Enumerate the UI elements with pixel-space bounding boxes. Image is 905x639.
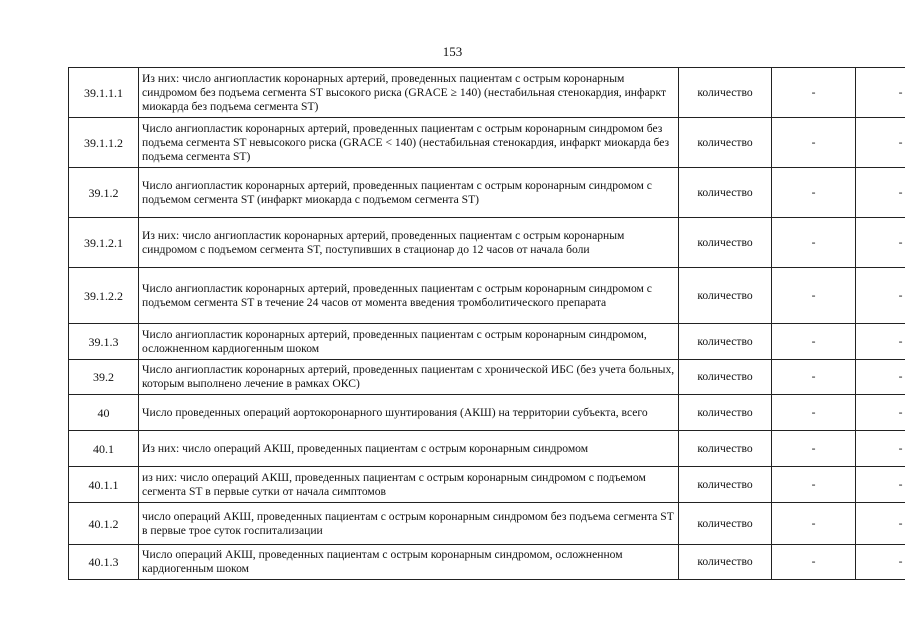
row-value-2: -: [856, 467, 905, 503]
row-description: Число операций АКШ, проведенных пациентам с острым коронарным синдромом, осложненном кардиогенным шоком: [139, 545, 679, 580]
row-value-2: -: [856, 68, 905, 118]
row-unit: количество: [679, 118, 772, 168]
row-number: 40: [69, 395, 139, 431]
row-unit: количество: [679, 168, 772, 218]
indicator-table: [68, 67, 905, 580]
row-description: число операций АКШ, проведенных пациентам с острым коронарным синдромом без подъема сегмента ST в первые трое суток госпитализации: [139, 503, 679, 545]
row-value-1: -: [772, 268, 856, 324]
table-row: [69, 395, 905, 431]
row-value-2: -: [856, 503, 905, 545]
row-number: 40.1.2: [69, 503, 139, 545]
table-row: [69, 545, 905, 580]
row-value-1: -: [772, 118, 856, 168]
row-unit: количество: [679, 324, 772, 360]
table-row: [69, 168, 905, 218]
page-number: 153: [442, 44, 463, 59]
row-number: 39.1.2.2: [69, 268, 139, 324]
table-row: [69, 503, 905, 545]
row-value-1: -: [772, 467, 856, 503]
row-description: Из них: число ангиопластик коронарных артерий, проведенных пациентам с острым коронарным синдромом без подъема сегмента ST высокого риска (GRACE ≥ 140) (нестабильная стенокардия, инфаркт миокарда без подъема сегмента ST): [139, 68, 679, 118]
row-value-2: -: [856, 268, 905, 324]
row-description: Число ангиопластик коронарных артерий, проведенных пациентам с острым коронарным синдромом с подъемом сегмента ST (инфаркт миокарда с подъемом сегмента ST): [139, 168, 679, 218]
row-unit: количество: [679, 268, 772, 324]
row-value-2: -: [856, 395, 905, 431]
row-number: 40.1: [69, 431, 139, 467]
row-value-2: -: [856, 431, 905, 467]
row-unit: количество: [679, 431, 772, 467]
table-row: [69, 68, 905, 118]
table-row: [69, 218, 905, 268]
row-unit: количество: [679, 467, 772, 503]
row-value-1: -: [772, 431, 856, 467]
row-value-1: -: [772, 168, 856, 218]
table-row: [69, 467, 905, 503]
row-number: 39.1.2: [69, 168, 139, 218]
row-description: Число ангиопластик коронарных артерий, проведенных пациентам с острым коронарным синдромом, осложненном кардиогенным шоком: [139, 324, 679, 360]
row-number: 39.1.1.2: [69, 118, 139, 168]
table-row: [69, 118, 905, 168]
row-description: Число ангиопластик коронарных артерий, проведенных пациентам с хронической ИБС (без учета больных, которым выполнено лечение в рамках ОКС): [139, 360, 679, 395]
row-description: Из них: число операций АКШ, проведенных пациентам с острым коронарным синдромом: [139, 431, 679, 467]
table-row: [69, 360, 905, 395]
row-number: 39.1.1.1: [69, 68, 139, 118]
row-number: 39.1.2.1: [69, 218, 139, 268]
row-description: Из них: число ангиопластик коронарных артерий, проведенных пациентам с острым коронарным синдромом с подъемом сегмента ST, поступивших в стационар до 12 часов от начала боли: [139, 218, 679, 268]
row-number: 39.2: [69, 360, 139, 395]
row-value-2: -: [856, 324, 905, 360]
row-value-1: -: [772, 545, 856, 580]
row-unit: количество: [679, 395, 772, 431]
row-value-2: -: [856, 545, 905, 580]
row-description: из них: число операций АКШ, проведенных пациентам с острым коронарным синдромом с подъемом сегмента ST в первые сутки от начала симптомов: [139, 467, 679, 503]
row-number: 39.1.3: [69, 324, 139, 360]
row-value-2: -: [856, 118, 905, 168]
row-unit: количество: [679, 68, 772, 118]
row-number: 40.1.1: [69, 467, 139, 503]
row-value-2: -: [856, 168, 905, 218]
row-value-1: -: [772, 360, 856, 395]
row-value-2: -: [856, 360, 905, 395]
row-description: Число ангиопластик коронарных артерий, проведенных пациентам с острым коронарным синдромом без подъема сегмента ST невысокого риска (GRACE < 140) (нестабильная стенокардия, инфаркт миокарда без подъема сегмента ST): [139, 118, 679, 168]
row-value-1: -: [772, 503, 856, 545]
table-row: [69, 268, 905, 324]
row-unit: количество: [679, 218, 772, 268]
row-value-1: -: [772, 218, 856, 268]
row-value-1: -: [772, 395, 856, 431]
table-row: [69, 324, 905, 360]
row-number: 40.1.3: [69, 545, 139, 580]
row-description: Число ангиопластик коронарных артерий, проведенных пациентам с острым коронарным синдромом с подъемом сегмента ST в течение 24 часов от момента введения тромболитического препарата: [139, 268, 679, 324]
row-description: Число проведенных операций аортокоронарного шунтирования (АКШ) на территории субъекта, всего: [139, 395, 679, 431]
row-unit: количество: [679, 545, 772, 580]
row-value-1: -: [772, 324, 856, 360]
row-unit: количество: [679, 360, 772, 395]
row-value-1: -: [772, 68, 856, 118]
row-value-2: -: [856, 218, 905, 268]
row-unit: количество: [679, 503, 772, 545]
table-row: [69, 431, 905, 467]
